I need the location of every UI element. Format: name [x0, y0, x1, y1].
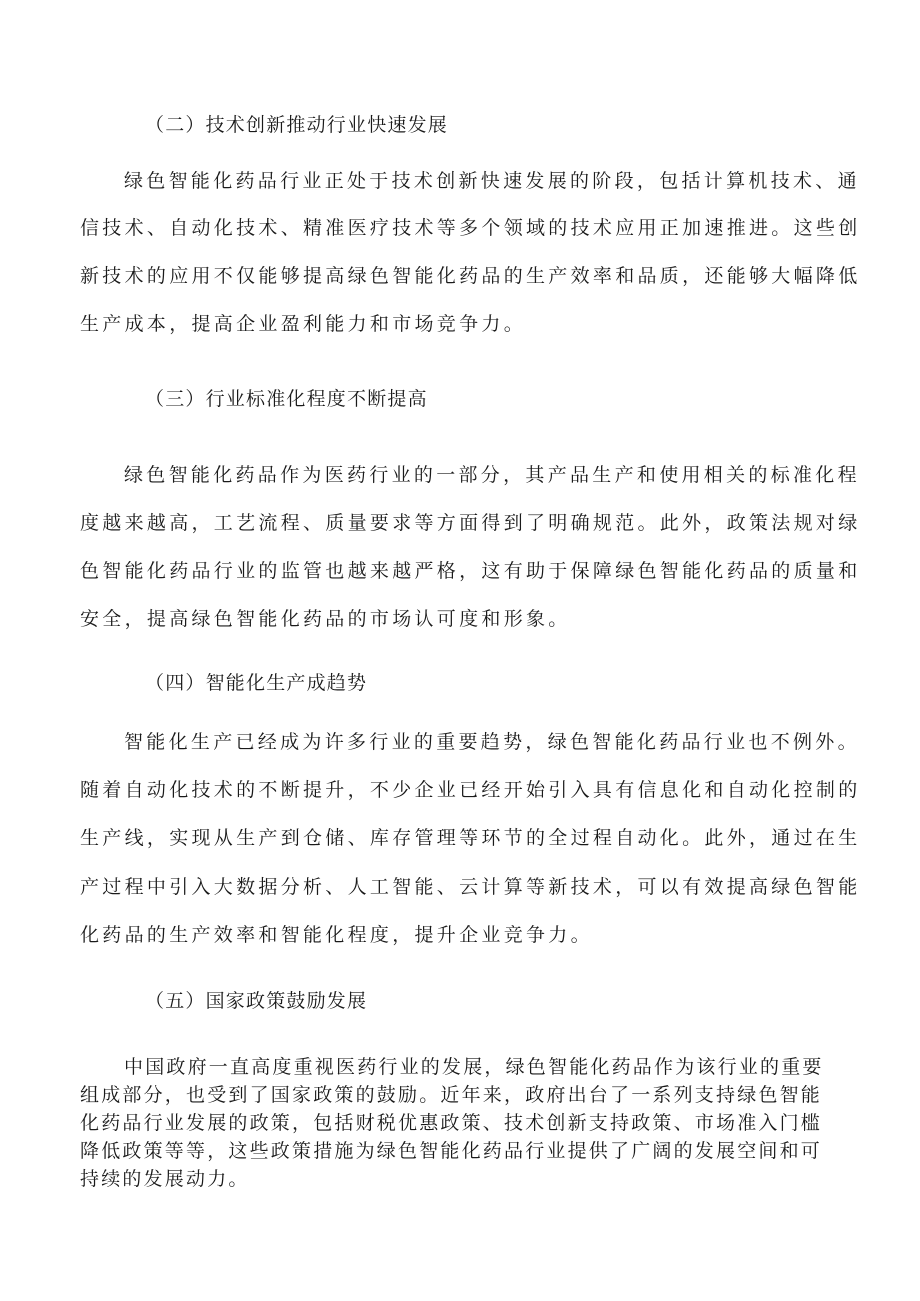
paragraph-line: 产过程中引入大数据分析、人工智能、云计算等新技术，可以有效提高绿色智能 [80, 876, 861, 898]
paragraph-line: 生产成本，提高企业盈利能力和市场竞争力。 [80, 313, 527, 335]
paragraph-line: 信技术、自动化技术、精准医疗技术等多个领域的技术应用正加速推进。这些创 [80, 217, 861, 239]
paragraph-line: 随着自动化技术的不断提升，不少企业已经开始引入具有信息化和自动化控制的 [80, 779, 861, 801]
paragraph-line: 化药品行业发展的政策，包括财税优惠政策、技术创新支持政策、市场准入门槛 [80, 1112, 823, 1134]
section-heading: （三）行业标准化程度不断提高 [145, 388, 428, 410]
paragraph-line: 中国政府一直高度重视医药行业的发展，绿色智能化药品作为该行业的重要 [124, 1056, 824, 1078]
paragraph-line: 度越来越高，工艺流程、质量要求等方面得到了明确规范。此外，政策法规对绿 [80, 512, 861, 534]
section-heading: （二）技术创新推动行业快速发展 [145, 114, 449, 136]
paragraph-line: 化药品的生产效率和智能化程度，提升企业竞争力。 [80, 924, 593, 946]
section-heading: （五）国家政策鼓励发展 [145, 990, 368, 1012]
paragraph-line: 色智能化药品行业的监管也越来越严格，这有助于保障绿色智能化药品的质量和 [80, 560, 861, 582]
section-heading: （四）智能化生产成趋势 [145, 672, 368, 694]
paragraph-line: 智能化生产已经成为许多行业的重要趋势，绿色智能化药品行业也不例外。 [124, 731, 860, 753]
paragraph-line: 生产线，实现从生产到仓储、库存管理等环节的全过程自动化。此外，通过在生 [80, 827, 861, 849]
paragraph-line: 组成部分，也受到了国家政策的鼓励。近年来，政府出台了一系列支持绿色智能 [80, 1084, 823, 1106]
paragraph-line: 持续的发展动力。 [80, 1168, 250, 1190]
paragraph-line: 降低政策等等，这些政策措施为绿色智能化药品行业提供了广阔的发展空间和可 [80, 1140, 823, 1162]
paragraph-line: 绿色智能化药品行业正处于技术创新快速发展的阶段，包括计算机技术、通 [124, 170, 860, 192]
paragraph-line: 绿色智能化药品作为医药行业的一部分，其产品生产和使用相关的标准化程 [124, 464, 860, 486]
paragraph-line: 安全，提高绿色智能化药品的市场认可度和形象。 [80, 608, 571, 630]
paragraph-line: 新技术的应用不仅能够提高绿色智能化药品的生产效率和品质，还能够大幅降低 [80, 265, 861, 287]
